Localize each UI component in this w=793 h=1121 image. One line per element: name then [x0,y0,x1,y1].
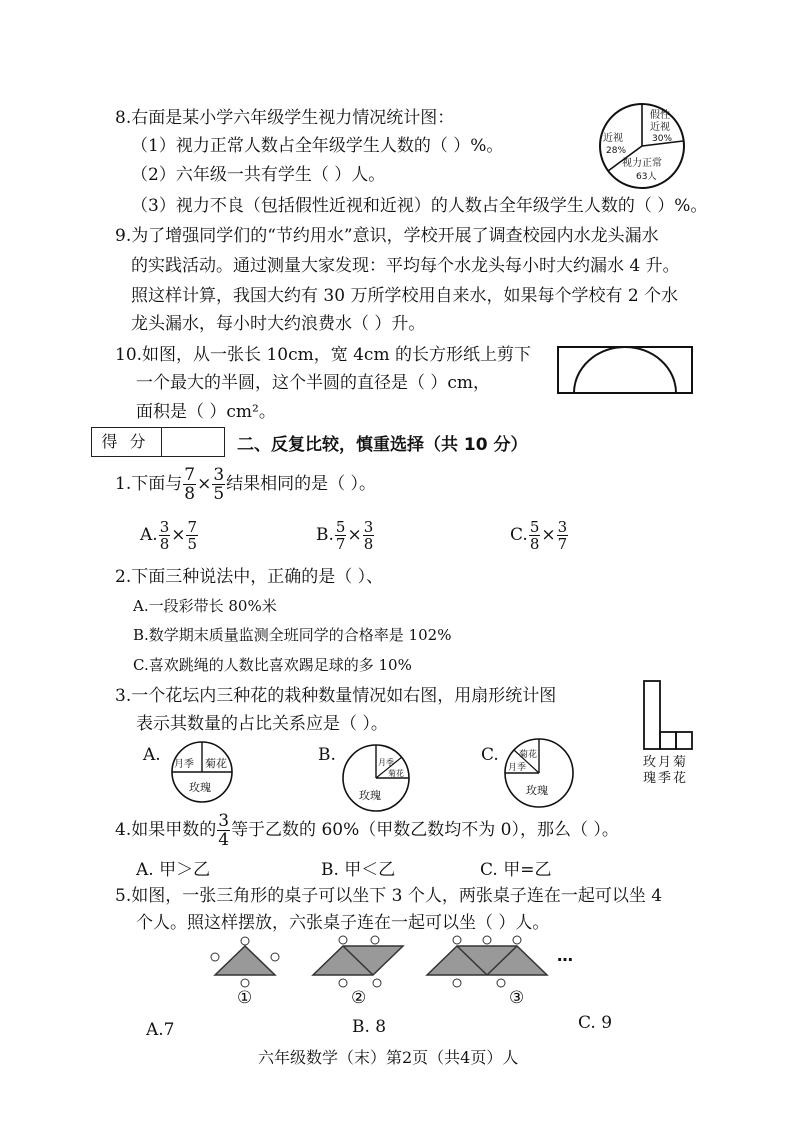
c2-option-a[interactable]: A.一段彩带长 80%米 [133,597,277,615]
pie-b-juhua: 菊花 [388,769,404,778]
c4-post: 等于乙数的 60%（甲数乙数均不为 0），那么（ ）。 [231,820,619,840]
q8-stem: 8.右面是某小学六年级学生视力情况统计图： [115,108,455,128]
rectangle-semicircle-figure [556,345,696,397]
pie-label-normal-count: 63人 [636,172,657,182]
q10-line1: 10.如图，从一张长 10cm，宽 4cm 的长方形纸上剪下 [115,345,531,365]
c3-option-a-pie[interactable] [163,740,241,804]
vision-pie-chart [588,101,700,191]
c5-line1: 5.如图，一张三角形的桌子可以坐下 3 个人，两张桌子连在一起可以坐 4 [115,886,663,906]
c1-stem [115,462,376,506]
score-box [91,427,225,457]
c4-option-c[interactable]: C. 甲=乙 [480,860,552,880]
c3-line1: 3.一个花坛内三种花的栽种数量情况如右图，用扇形统计图 [115,686,557,706]
pie-label-jinshi-pct: 28% [606,146,627,156]
q9-line2: 的实践活动。通过测量大家发现：平均每个水龙头每小时大约漏水 4 升。 [131,256,680,276]
c2-option-b[interactable]: B.数学期末质量监测全班同学的合格率是 102% [133,626,452,644]
c4-option-a[interactable]: A. 甲＞乙 [136,860,211,880]
arrangement-1-number: ① [237,988,253,1008]
q10-line3: 面积是（ ）cm²。 [136,402,276,422]
score-label: 得分 [92,428,162,456]
table-arrangement-3 [427,936,547,987]
pie-label-jiaxing-pct: 30% [652,134,673,144]
c3-option-a-label[interactable]: A. [143,745,161,765]
arrangement-2-number: ② [351,988,367,1008]
q8-sub3: （3）视力不良（包括假性近视和近视）的人数占全年级学生人数的（ ）%。 [131,196,708,216]
pie-a-yueji: 月季 [174,759,194,770]
c3-option-b-pie[interactable] [340,743,412,813]
q9-line4: 龙头漏水，每小时大约浪费水（ ）升。 [131,314,426,334]
c4-frac: $\frac{3}{4}$ [218,810,230,850]
c5-option-c[interactable]: C. 9 [578,1013,613,1033]
c3-option-c-pie[interactable] [500,737,578,809]
c5-option-a[interactable]: A.7 [146,1020,175,1040]
c2-stem: 2.下面三种说法中，正确的是（ ）、 [115,567,384,587]
pie-b-yueji: 月季 [378,758,394,767]
flower-bar-chart [636,678,702,788]
pie-c-yueji: 月季 [508,763,527,773]
pie-a-juhua: 菊花 [205,757,227,770]
pie-label-jiaxing-2: 近视 [650,122,670,133]
pie-label-normal: 视力正常 [622,158,662,169]
c1-times: × [197,474,212,494]
pie-c-juhua: 菊花 [519,750,538,760]
c1-frac2: $\frac{3}{5}$ [213,464,225,504]
q9-line1: 9.为了增强同学们的“节约用水”意识，学校开展了调查校园内水龙头漏水 [115,226,659,246]
continuation-dots: … [557,946,573,965]
pie-b-meigui: 玫瑰 [359,789,381,802]
c3-option-b-label[interactable]: B. [318,745,336,765]
pie-label-jinshi: 近视 [603,133,623,144]
pie-a-meigui: 玫瑰 [189,781,211,794]
q10-line2: 一个最大的半圆，这个半圆的直径是（ ）cm， [136,373,491,393]
c3-line2: 表示其数量的占比关系应是（ ）。 [136,714,388,734]
c2-option-c[interactable]: C.喜欢跳绳的人数比喜欢踢足球的多 10% [133,656,412,674]
bar-labels-row1: 玫月菊 [643,755,689,770]
c5-option-b[interactable]: B. 8 [352,1017,387,1037]
pie-label-jiaxing-1: 假性 [650,110,670,121]
c3-option-c-label[interactable]: C. [481,745,499,765]
page-footer: 六年级数学（末）第2页（共4页）人 [258,1048,519,1067]
table-arrangement-1 [211,937,279,987]
c4-option-b[interactable]: B. 甲＜乙 [321,860,396,880]
score-blank[interactable] [162,428,224,456]
c1-pre: 1.下面与 [115,474,183,494]
c4-stem [115,808,619,852]
arrangement-3-number: ③ [509,988,525,1008]
c1-option-c[interactable]: C. $\frac{5}{8}$ × $\frac{3}{7}$ [510,517,568,553]
table-arrangement-2 [313,936,403,987]
q8-sub1: （1）视力正常人数占全年级学生人数的（ ）%。 [131,136,504,156]
c5-line2: 个人。照这样摆放，六张桌子连在一起可以坐（ ）人。 [136,913,550,933]
q8-sub2: （2）六年级一共有学生（ ）人。 [131,165,386,185]
c1-option-b[interactable]: B. $\frac{5}{7}$ × $\frac{3}{8}$ [316,517,374,553]
bar-labels-row2: 瑰季花 [643,771,689,786]
section-2-title: 二、反复比较，慎重选择（共 10 分） [237,435,528,455]
q9-line3: 照这样计算，我国大约有 30 万所学校用自来水，如果每个学校有 2 个水 [131,286,679,306]
c1-post: 结果相同的是（ ）。 [226,474,377,494]
c4-pre: 4.如果甲数的 [115,820,217,840]
triangle-tables-figure [205,935,585,1015]
c1-option-a[interactable]: A. $\frac{3}{8}$ × $\frac{7}{5}$ [140,517,198,553]
pie-c-meigui: 玫瑰 [526,784,548,797]
c1-frac1: $\frac{7}{8}$ [184,464,196,504]
